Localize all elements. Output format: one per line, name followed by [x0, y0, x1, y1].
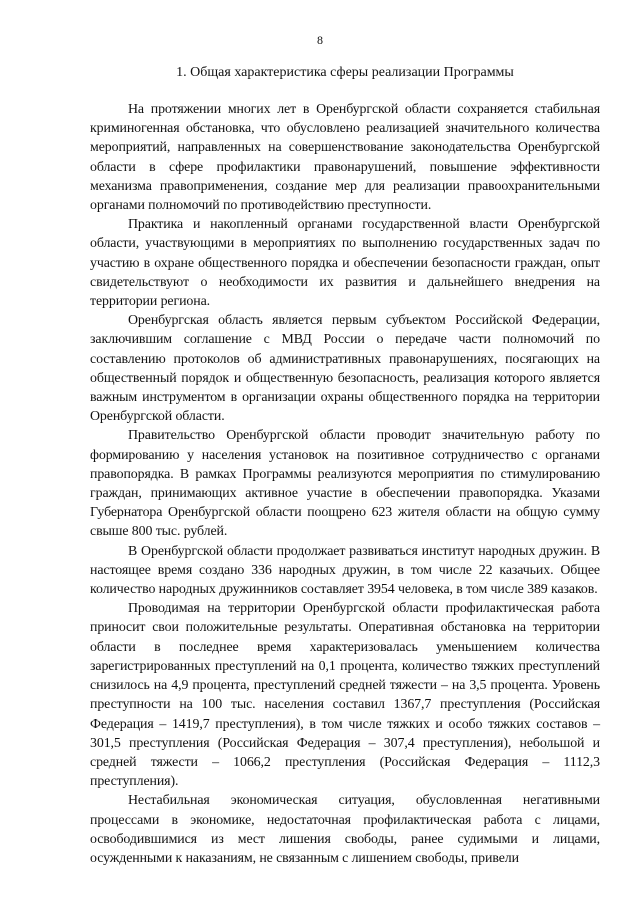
paragraph-mvd-agreement: Оренбургская область является первым субъектом Российской Федерации, заключившим соглашение с МВД России о передаче части полномочий по составлению протоколов об административных правонарушениях, посягающих на общественный порядок и общественную безопасность, реализация которого является важным инструментом в организации охраны общественного порядка на территории Оренбургской области. — [90, 313, 600, 425]
paragraph-peoples-patrols: В Оренбургской области продолжает развиваться институт народных дружин. В настоящее время создано 336 народных дружин, в том числе 22 казачьих. Общее количество народных дружинников составляет 3954 человека, в том числе 389 казаков. — [90, 543, 600, 598]
document-body — [90, 100, 600, 868]
page-number: 8 — [317, 33, 323, 47]
section-title: 1. Общая характеристика сферы реализации Программы — [176, 65, 514, 80]
paragraph-prevention-results: Проводимая на территории Оренбургской области профилактическая работа приносит свои положительные результаты. Оперативная обстановка на территории области в последнее время характеризовалась уменьшением количества зарегистрированных преступлений на 0,1 процента, количество тяжких преступлений снизилось на 4,9 процента, преступлений средней тяжести – на 3,5 процента. Уровень преступности на 100 тыс. населения составил 1367,7 преступления (Российская Федерация – 1419,7 преступления), в том числе тяжких и особо тяжких составов – 301,5 преступления (Российская Федерация – 307,4 преступления), небольшой и средней тяжести – 1066,2 преступления (Российская Федерация – 1112,3 преступления). — [90, 601, 600, 790]
paragraph-practice-experience: Практика и накопленный органами государственной власти Оренбургской области, участвующими в мероприятиях по выполнению государственных задач по участию в охране общественного порядка и обеспечении безопасности граждан, опыт свидетельствуют о необходимости их развития и дальнейшего внедрения на территории региона. — [90, 217, 600, 310]
paragraph-economic-situation: Нестабильная экономическая ситуация, обусловленная негативными процессами в экономике, недостаточная профилактическая работа с лицами, освободившимися из мест лишения свободы, ранее судимыми и лицами, осужденными к наказаниям, не связанным с лишением свободы, привели — [90, 793, 600, 866]
paragraph-government-work: Правительство Оренбургской области проводит значительную работу по формированию у населения установок на позитивное сотрудничество с органами правопорядка. В рамках Программы реализуются мероприятия по стимулированию граждан, принимающих активное участие в обеспечении правопорядка. Указами Губернатора Оренбургской области поощрено 623 жителя области на общую сумму свыше 800 тыс. рублей. — [90, 428, 600, 540]
paragraph-crime-situation: На протяжении многих лет в Оренбургской области сохраняется стабильная криминогенная обстановка, что обусловлено реализацией значительного количества мероприятий, направленных на совершенствование законодательства Оренбургской области в сфере профилактики правонарушений, повышение эффективности механизма правоприменения, создание мер для реализации правоохранительными органами полномочий по противодействию преступности. — [90, 102, 600, 214]
